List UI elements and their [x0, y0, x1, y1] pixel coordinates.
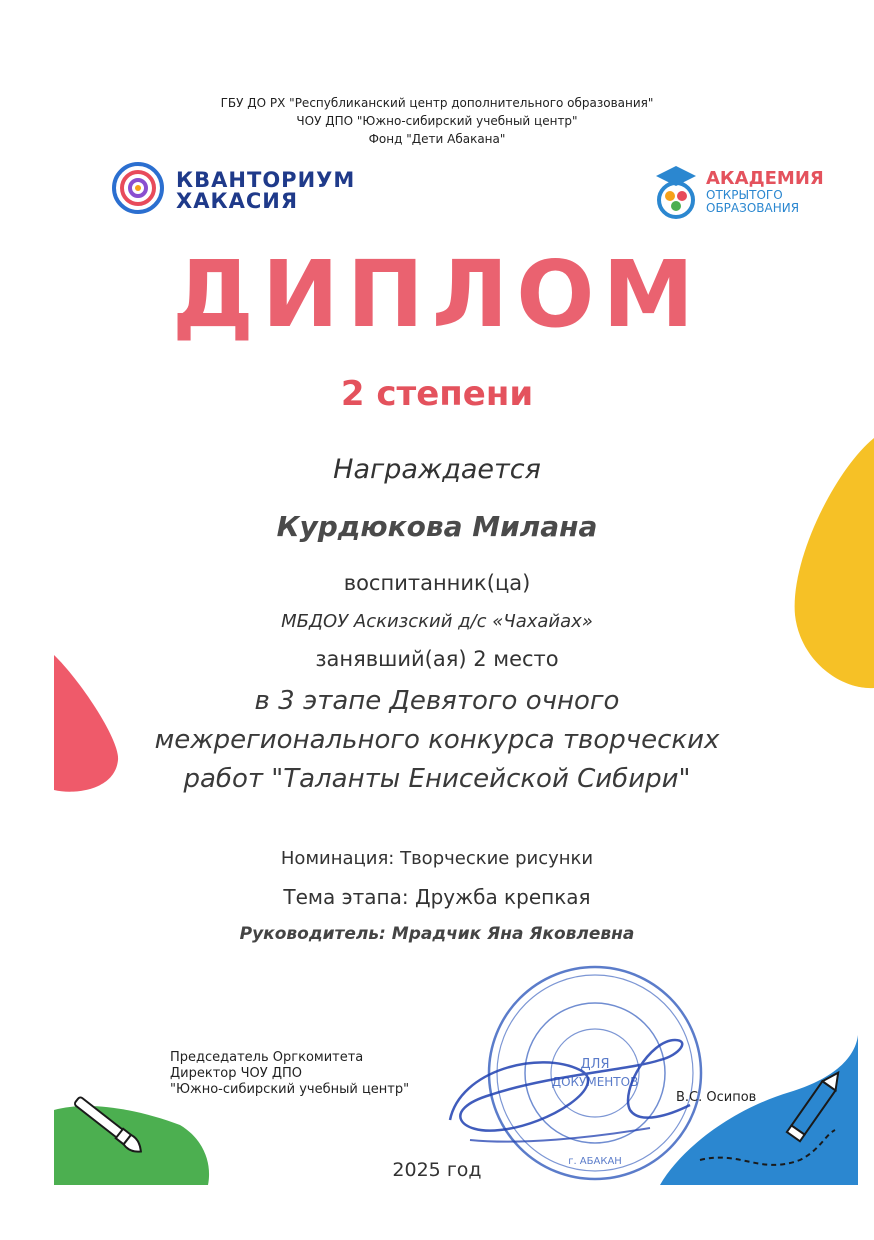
header-line-2: ЧОУ ДПО "Южно-сибирский учебный центр"	[296, 114, 578, 128]
place-label: занявший(ая) 2 место	[315, 647, 559, 671]
signatory-line-3: "Южно-сибирский учебный центр"	[170, 1082, 410, 1097]
recipient-name: Курдюкова Милана	[276, 510, 598, 543]
signatory-line-1: Председатель Оргкомитета	[170, 1050, 364, 1065]
paintbrush-icon	[62, 1085, 152, 1165]
theme: Тема этапа: Дружба крепкая	[283, 885, 591, 909]
header	[0, 94, 874, 148]
document-title: ДИПЛОМ	[171, 241, 703, 348]
stamp-center-line-2: ДОКУМЕНТОВ	[551, 1075, 639, 1089]
year: 2025 год	[392, 1159, 482, 1181]
academy-line-1: АКАДЕМИЯ	[706, 168, 824, 189]
signatory-line-2: Директор ЧОУ ДПО	[170, 1066, 302, 1081]
awarded-label: Награждается	[333, 454, 541, 485]
pupil-label: воспитанник(ца)	[343, 571, 531, 595]
header-line-1: ГБУ ДО РХ "Республиканский центр дополнительного образования"	[220, 96, 654, 110]
handwritten-signature	[430, 1010, 710, 1160]
degree: 2 степени	[340, 374, 534, 414]
kvantorium-line-2: ХАКАСИЯ	[176, 189, 299, 213]
nomination: Номинация: Творческие рисунки	[280, 848, 594, 869]
header-line-3: Фонд "Дети Абакана"	[368, 132, 506, 146]
stamp-center-line-1: ДЛЯ	[580, 1057, 610, 1072]
signatory-name: В.С. Осипов	[676, 1090, 757, 1105]
school-name: МБДОУ Аскизский д/с «Чахайах»	[281, 611, 593, 632]
contest-line-1: в 3 этапе Девятого очного	[254, 686, 620, 716]
contest-line-2: межрегионального конкурса творческих	[154, 725, 720, 755]
kvantorium-line-1: КВАНТОРИУМ	[176, 168, 356, 192]
stamp-bottom-text: г. АБАКАН	[568, 1156, 622, 1167]
academy-line-3: ОБРАЗОВАНИЯ	[706, 201, 800, 215]
signatory-block	[170, 1050, 409, 1098]
kvantorium-logo	[110, 160, 370, 220]
supervisor: Руководитель: Мрадчик Яна Яковлевна	[239, 924, 635, 944]
academy-icon	[650, 162, 702, 222]
pencil-icon	[778, 1055, 858, 1155]
contest-line-3: работ "Таланты Енисейской Сибири"	[183, 764, 691, 794]
academy-line-2: ОТКРЫТОГО	[706, 188, 783, 202]
kvantorium-icon	[110, 160, 166, 216]
academy-logo	[650, 162, 824, 226]
